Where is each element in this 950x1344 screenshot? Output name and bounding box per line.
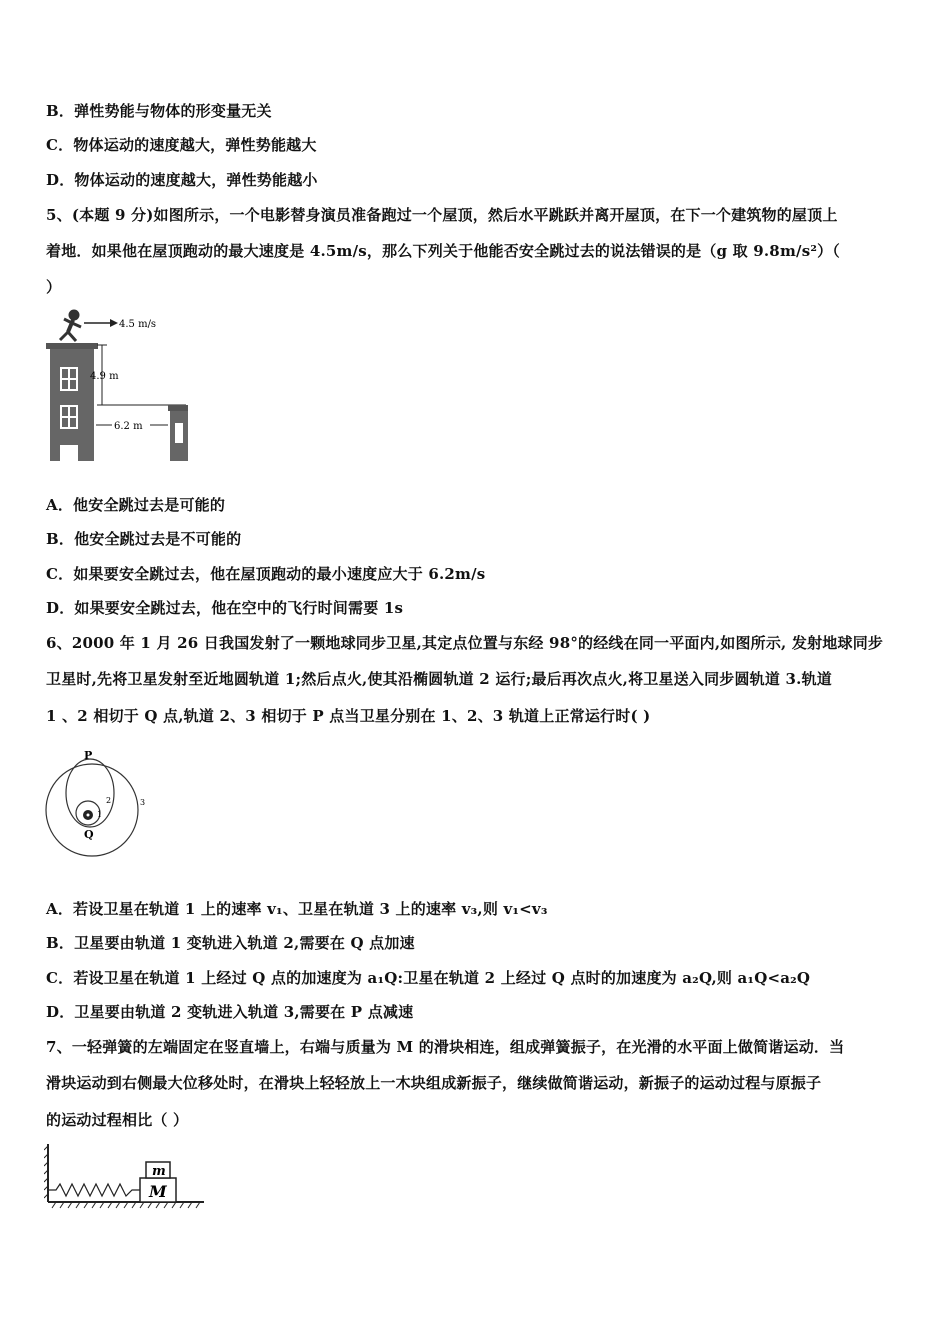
q6-orbit-figure (44, 745, 154, 870)
orbit-3 (46, 764, 138, 856)
q5-option-c: C．如果要安全跳过去，他在屋顶跑动的最小速度应大于 6.2m/s (46, 565, 486, 583)
q6-stem-line-3: 1 、2 相切于 Q 点,轨道 2、3 相切于 P 点当卫星分别在 1、2、3 轨道上正常运行时( ) (46, 707, 651, 725)
point-p-label: P (84, 749, 93, 762)
runner-icon (60, 310, 81, 341)
orbit-1-label: 1 (97, 810, 103, 819)
q5-option-b: B．他安全跳过去是不可能的 (46, 530, 242, 548)
block-big-m-text: M (149, 1182, 167, 1201)
q7-stem-line-1: 7、一轻弹簧的左端固定在竖直墙上，右端与质量为 M 的滑块相连，组成弹簧振子，在光滑的水平面上做简谐运动．当 (46, 1038, 845, 1056)
spring (48, 1184, 140, 1196)
q7-stem-line-2: 滑块运动到右侧最大位移处时，在滑块上轻轻放上一木块组成新振子，继续做简谐运动，新振子的运动过程与原振子 (46, 1074, 822, 1092)
q6-option-b: B．卫星要由轨道 1 变轨进入轨道 2,需要在 Q 点加速 (46, 934, 415, 952)
q6-option-c: C．若设卫星在轨道 1 上经过 Q 点的加速度为 a₁Q:卫星在轨道 2 上经过 Q 点时的加速度为 a₂Q,则 a₁Q<a₂Q (46, 969, 811, 987)
q7-spring-oscillator-figure (44, 1140, 209, 1212)
block-small-m-label: m (152, 1164, 166, 1179)
q6-stem-line-2: 卫星时,先将卫星发射至近地圆轨道 1;然后点火,使其沿椭圆轨道 2 运行;最后再次点火,将卫星送入同步圆轨道 3.轨道 (46, 670, 832, 688)
q5-stem-line-3: ） (46, 278, 62, 296)
q6-option-d: D．卫星要由轨道 2 变轨进入轨道 3,需要在 P 点减速 (46, 1003, 414, 1021)
q6-option-a: A．若设卫星在轨道 1 上的速率 v₁、卫星在轨道 3 上的速率 v₃,则 v₁<v₃ (46, 900, 548, 918)
q4-option-b: B．弹性势能与物体的形变量无关 (46, 102, 272, 120)
orbit-2-label: 2 (106, 796, 112, 805)
point-q-label: Q (84, 828, 94, 841)
orbit-3-label: 3 (140, 798, 146, 807)
height-label: 4.9 m (90, 371, 119, 382)
q4-option-c: C．物体运动的速度越大，弹性势能越大 (46, 136, 317, 154)
roof-ledge (46, 343, 98, 349)
q6-stem-line-1: 6、2000 年 1 月 26 日我国发射了一颗地球同步卫星,其定点位置与东经 98°的经线在同一平面内,如图所示, 发射地球同步 (46, 634, 884, 652)
gap-label: 6.2 m (114, 421, 143, 432)
q7-stem-line-3: 的运动过程相比（ ） (46, 1111, 189, 1129)
q5-building-jump-figure (46, 305, 196, 465)
q5-option-a: A．他安全跳过去是可能的 (46, 496, 226, 514)
q5-stem-line-1: 5、(本题 9 分)如图所示，一个电影替身演员准备跑过一个屋顶，然后水平跳跃并离开屋顶，在下一个建筑物的屋顶上 (46, 206, 838, 224)
speed-label: 4.5 m/s (119, 319, 157, 330)
right-roof (168, 405, 188, 411)
q4-option-d: D．物体运动的速度越大，弹性势能越小 (46, 171, 318, 189)
q5-stem-line-2: 着地．如果他在屋顶跑动的最大速度是 4.5m/s，那么下列关于他能否安全跳过去的说法错误的是（g 取 9.8m/s²）（ (46, 242, 841, 260)
q5-option-d: D．如果要安全跳过去，他在空中的飞行时间需要 1s (46, 599, 404, 617)
